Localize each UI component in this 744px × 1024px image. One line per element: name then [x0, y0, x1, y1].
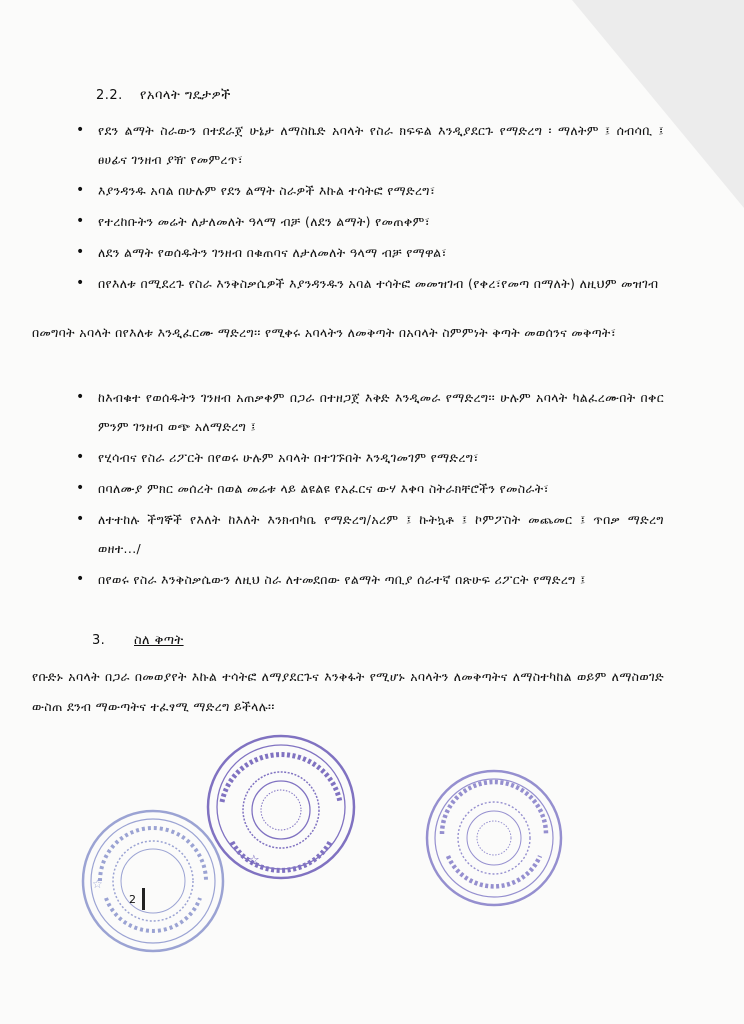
- section-title: የአባላት ግዴታዎች: [140, 88, 231, 103]
- stamp-middle: [204, 732, 358, 882]
- page-number: 2: [129, 893, 137, 906]
- list-item: • ለደን ልማት የወሰዱትን ገንዘብ በቁጠባና ለታለመለት ዓላማ ብቻ የማዋል፣: [76, 238, 664, 267]
- svg-text:☆: ☆: [248, 853, 260, 868]
- list-item: • የደን ልማት ስራውን በተደራጀ ሁኔታ ለማስኬድ አባላት የስራ ክፍፍል እንዲያደርጉ የማድረግ ፡ ማለትም ፤ ሰብሳቢ ፤ ፀሀፊና ገንዘብ ያዥ የመምረጥ፣: [76, 116, 664, 174]
- list-item: • ለተተከሉ ችግኞች የእለት ከእለት እንክብካቤ የማድረግ/አረም ፤ ኩትኳቶ ፤ ኮምፖስት መጨመር ፤ ጥበቃ ማድረግ ወዘተ.../: [76, 505, 664, 563]
- duties-list-continued: [76, 383, 664, 596]
- stamp-right: [424, 768, 564, 908]
- section-heading: [96, 88, 231, 103]
- section-number: 2.2.: [96, 88, 123, 103]
- list-item: • በየእለቱ በሚደረጉ የስራ እንቅስቃሴዎች እያንዳንዱን አባል ተሳትፎ መመዝገብ (የቀረ፣የመጣ በማለት) ለዚህም መዝገብ: [76, 269, 664, 298]
- section-title: ስለ ቅጣት: [134, 633, 184, 648]
- list-item: • በባለሙያ ምክር መሰረት በወል መሬቱ ላይ ልዩልዩ የአፈርና ውሃ እቀባ ስትራክቸሮችን የመስራት፣: [76, 474, 664, 503]
- list-item: • እያንዳንዱ አባል በሁሉም የደን ልማት ስራዎች እኩል ተሳትፎ የማድረግ፣: [76, 176, 664, 205]
- duties-list: [76, 116, 664, 300]
- section-number: 3.: [92, 633, 106, 648]
- list-item: • የተረከቡትን መሬት ለታለመለት ዓላማ ብቻ (ለደን ልማት) የመጠቀም፣: [76, 207, 664, 236]
- paragraph: የቡድኑ አባላት በጋራ በመወያየት እኩል ተሳትፎ ለማያደርጉና እንቅፋት የሚሆኑ አባላትን ለመቅጣትና ለማስተካከል ወይም ለማስወገድ ውስጠ ደንብ ማውጣትና ተፈፃሚ ማድረግ ይችላሉ፡፡: [32, 669, 664, 714]
- list-item: • በየወሩ የስራ እንቅስቃሴውን ለዚህ ስራ ለተመደበው የልማት ጣቢያ ሰራተኛ በጽሁፍ ሪፖርት የማድረግ ፤: [76, 565, 664, 594]
- list-item: • ከእብቁተ የወሰዱትን ገንዘብ አጠቃቀም በጋራ በተዘጋጀ እቅድ እንዲመራ የማድረግ፡፡ ሁሉም አባላት ካልፈረሙበት በቀር ምንም ገንዘብ ወጭ አለማድረግ ፤: [76, 383, 664, 441]
- paragraph: በመግባት አባላት በየእለቱ እንዲፈርሙ ማድረግ፡፡ የሚቀሩ አባላትን ለመቅጣት በአባላት ስምምነት ቅጣት መወሰንና መቅጣት፣: [32, 325, 617, 340]
- section-heading: [92, 633, 184, 648]
- svg-text:☆: ☆: [92, 877, 103, 891]
- list-item: • የሂሳብና የስራ ሪፖርት በየወሩ ሁሉም አባላት በተገኙበት እንዲገመገም የማድረግ፣: [76, 443, 664, 472]
- pen-mark: [142, 888, 145, 910]
